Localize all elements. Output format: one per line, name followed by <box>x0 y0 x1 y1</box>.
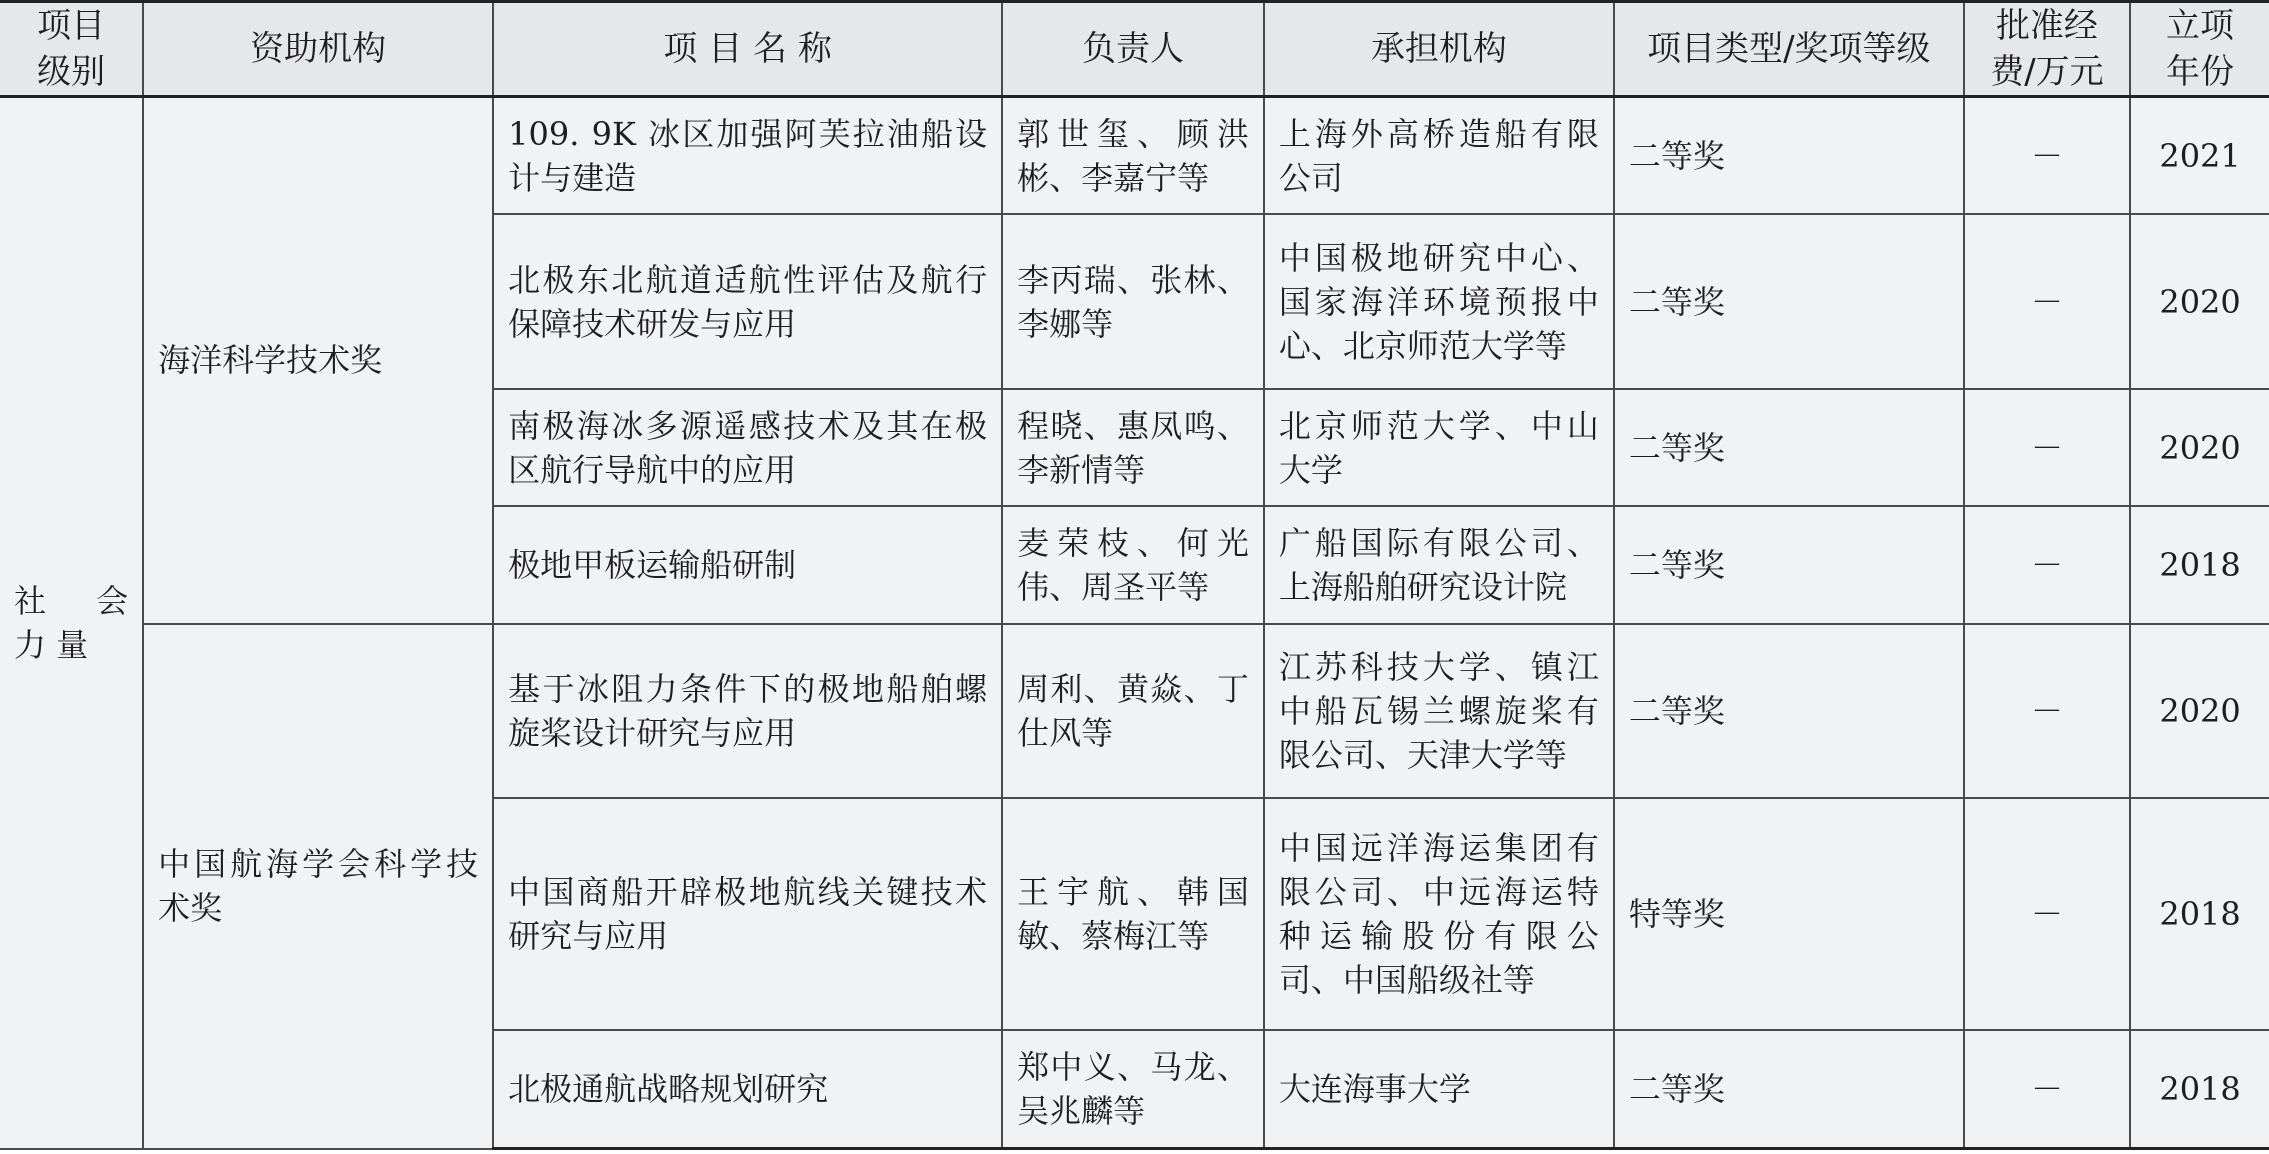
header-line: 费/万元 <box>1990 52 2104 92</box>
award-level-cell: 特等奖 <box>1614 798 1964 1030</box>
header-cell: 项 目 名 称 <box>493 2 1002 97</box>
organization-cell: 中国远洋海运集团有限公司、中远海运特种运输股份有限公司、中国船级社等 <box>1264 798 1614 1030</box>
header-cell: 项目类型/奖项等级 <box>1614 2 1964 97</box>
header-cell: 负责人 <box>1002 2 1264 97</box>
header-cell: 资助机构 <box>143 2 493 97</box>
header-cell <box>2130 2 2269 97</box>
header-cell <box>1964 2 2130 97</box>
leader-cell: 李丙瑞、张林、李娜等 <box>1002 214 1264 389</box>
award-level-cell: 二等奖 <box>1614 1030 1964 1148</box>
leader-cell: 程晓、惠凤鸣、李新情等 <box>1002 389 1264 506</box>
leader-cell: 周利、黄焱、丁仕风等 <box>1002 624 1264 799</box>
award-level-cell: 二等奖 <box>1614 389 1964 506</box>
award-level-cell: 二等奖 <box>1614 506 1964 623</box>
award-level-cell: 二等奖 <box>1614 214 1964 389</box>
project-name-cell: 南极海冰多源遥感技术及其在极区航行导航中的应用 <box>493 389 1002 506</box>
funding-cell: － <box>1964 624 2130 799</box>
year-cell: 2020 <box>2130 624 2269 799</box>
year-cell: 2020 <box>2130 214 2269 389</box>
funder-cell: 中国航海学会科学技术奖 <box>143 624 493 1149</box>
funding-cell: － <box>1964 1030 2130 1148</box>
funding-cell: － <box>1964 798 2130 1030</box>
header-row <box>0 2 2269 97</box>
project-name-cell: 北极东北航道适航性评估及航行保障技术研发与应用 <box>493 214 1002 389</box>
organization-cell: 上海外高桥造船有限公司 <box>1264 97 1614 215</box>
funding-cell: － <box>1964 389 2130 506</box>
year-cell: 2021 <box>2130 97 2269 215</box>
header-line: 批准经 <box>1995 6 2098 46</box>
table-row <box>0 97 2269 215</box>
funder-cell: 海洋科学技术奖 <box>143 97 493 624</box>
year-cell: 2018 <box>2130 1030 2269 1148</box>
header-cell: 承担机构 <box>1264 2 1614 97</box>
funding-cell: － <box>1964 97 2130 215</box>
project-name-cell: 基于冰阻力条件下的极地船舶螺旋桨设计研究与应用 <box>493 624 1002 799</box>
organization-cell: 大连海事大学 <box>1264 1030 1614 1148</box>
funding-cell: － <box>1964 214 2130 389</box>
organization-cell: 北京师范大学、中山大学 <box>1264 389 1614 506</box>
header-line: 立项 <box>2166 6 2235 46</box>
table-row <box>0 624 2269 799</box>
header-line: 年份 <box>2166 52 2235 92</box>
project-name-cell: 北极通航战略规划研究 <box>493 1030 1002 1148</box>
project-name-cell: 中国商船开辟极地航线关键技术研究与应用 <box>493 798 1002 1030</box>
leader-cell: 王宇航、韩国敏、蔡梅江等 <box>1002 798 1264 1030</box>
header-line: 级别 <box>37 52 106 92</box>
project-level-cell: 社 会 力 量 <box>0 97 143 1149</box>
organization-cell: 广船国际有限公司、上海船舶研究设计院 <box>1264 506 1614 623</box>
header-line: 项目 <box>37 6 106 46</box>
organization-cell: 江苏科技大学、镇江中船瓦锡兰螺旋桨有限公司、天津大学等 <box>1264 624 1614 799</box>
year-cell: 2018 <box>2130 798 2269 1030</box>
organization-cell: 中国极地研究中心、国家海洋环境预报中心、北京师范大学等 <box>1264 214 1614 389</box>
leader-cell: 郭世玺、顾洪彬、李嘉宁等 <box>1002 97 1264 215</box>
year-cell: 2018 <box>2130 506 2269 623</box>
award-level-cell: 二等奖 <box>1614 97 1964 215</box>
leader-cell: 郑中义、马龙、吴兆麟等 <box>1002 1030 1264 1148</box>
funding-cell: － <box>1964 506 2130 623</box>
year-cell: 2020 <box>2130 389 2269 506</box>
header-cell <box>0 2 143 97</box>
project-name-cell: 极地甲板运输船研制 <box>493 506 1002 623</box>
project-name-cell: 109. 9K 冰区加强阿芙拉油船设计与建造 <box>493 97 1002 215</box>
award-level-cell: 二等奖 <box>1614 624 1964 799</box>
leader-cell: 麦荣枝、何光伟、周圣平等 <box>1002 506 1264 623</box>
